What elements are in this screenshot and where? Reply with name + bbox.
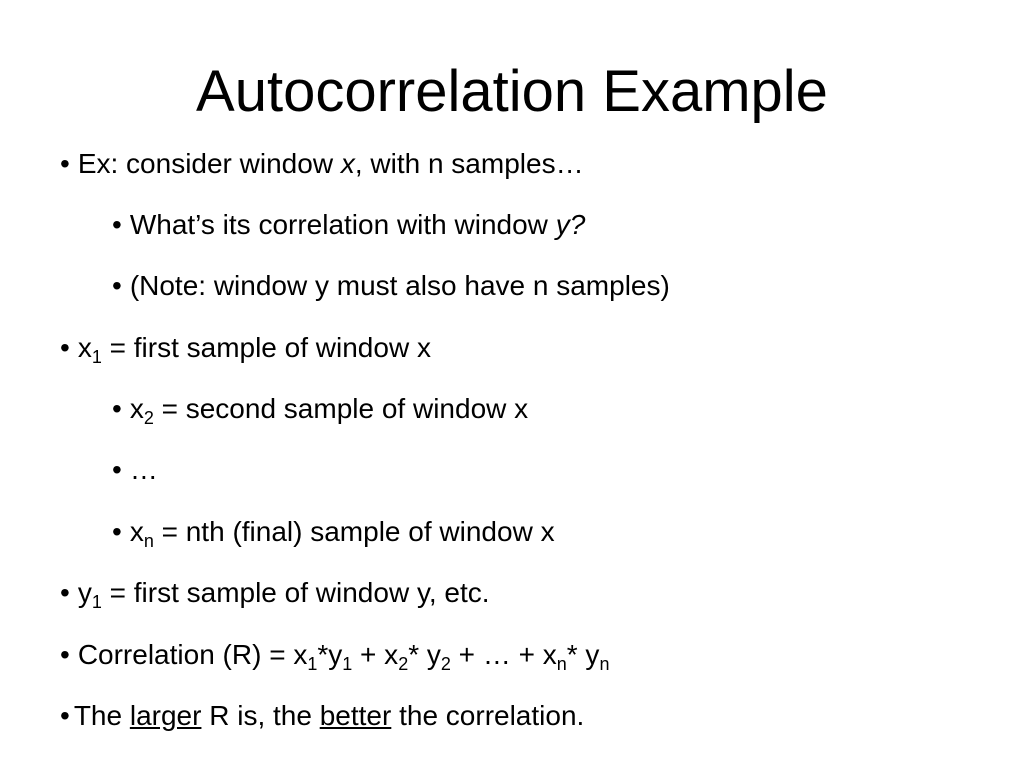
bullet-marker: •	[60, 577, 70, 608]
line-text: = second sample of window x	[153, 393, 529, 424]
bullet-line-6	[112, 452, 158, 488]
formula-text: * y	[566, 639, 600, 670]
subscript: 1	[91, 347, 102, 367]
variable: x	[129, 516, 144, 547]
bullet-marker: •	[60, 148, 70, 179]
variable-x: x	[340, 148, 355, 179]
bullet-line-2	[112, 207, 585, 243]
subscript: n	[599, 654, 610, 674]
line-text: Ex: consider window	[77, 148, 341, 179]
line-text: = first sample of window x	[101, 332, 431, 363]
formula-text: * y	[408, 639, 441, 670]
bullet-line-8	[60, 575, 490, 611]
line-text: …	[129, 454, 158, 485]
variable: x	[77, 332, 92, 363]
formula-text: *y	[317, 639, 343, 670]
bullet-line-3	[112, 268, 670, 304]
bullet-line-9-correlation-formula	[60, 637, 609, 673]
bullet-marker: •	[112, 209, 122, 240]
subscript: 2	[440, 654, 451, 674]
subscript: n	[556, 654, 567, 674]
bullet-line-7	[112, 514, 555, 550]
underlined-word-better: better	[319, 700, 392, 731]
bullet-marker: •	[112, 516, 122, 547]
bullet-marker: •	[112, 270, 122, 301]
line-text: = nth (final) sample of window x	[153, 516, 555, 547]
underlined-word-larger: larger	[129, 700, 202, 731]
formula-text: + x	[352, 639, 399, 670]
variable: x	[129, 393, 144, 424]
subscript: 1	[342, 654, 353, 674]
slide-title: Autocorrelation Example	[196, 59, 828, 124]
line-text: The	[73, 700, 130, 731]
line-text: What’s its correlation with window	[129, 209, 556, 240]
subscript: 1	[91, 592, 102, 612]
bullet-marker: •	[112, 393, 122, 424]
bullet-line-10	[60, 698, 584, 734]
bullet-line-1	[60, 146, 584, 182]
line-text: = first sample of window y, etc.	[101, 577, 490, 608]
line-text: the correlation.	[391, 700, 585, 731]
subscript: 1	[307, 654, 318, 674]
bullet-line-4	[60, 330, 431, 366]
bullet-marker: •	[60, 639, 70, 670]
subscript: 2	[398, 654, 409, 674]
bullet-line-5	[112, 391, 528, 427]
formula-text: + … + x	[450, 639, 557, 670]
line-text: (Note: window y must also have n samples)	[129, 270, 670, 301]
subscript: 2	[143, 408, 154, 428]
bullet-marker: •	[60, 332, 70, 363]
variable: y	[77, 577, 92, 608]
line-text: R is, the	[201, 700, 320, 731]
variable-y: y?	[555, 209, 586, 240]
bullet-marker: •	[60, 700, 70, 731]
subscript: n	[143, 531, 154, 551]
line-text: , with n samples…	[354, 148, 584, 179]
bullet-marker: •	[112, 454, 122, 485]
formula-text: Correlation (R) = x	[77, 639, 308, 670]
